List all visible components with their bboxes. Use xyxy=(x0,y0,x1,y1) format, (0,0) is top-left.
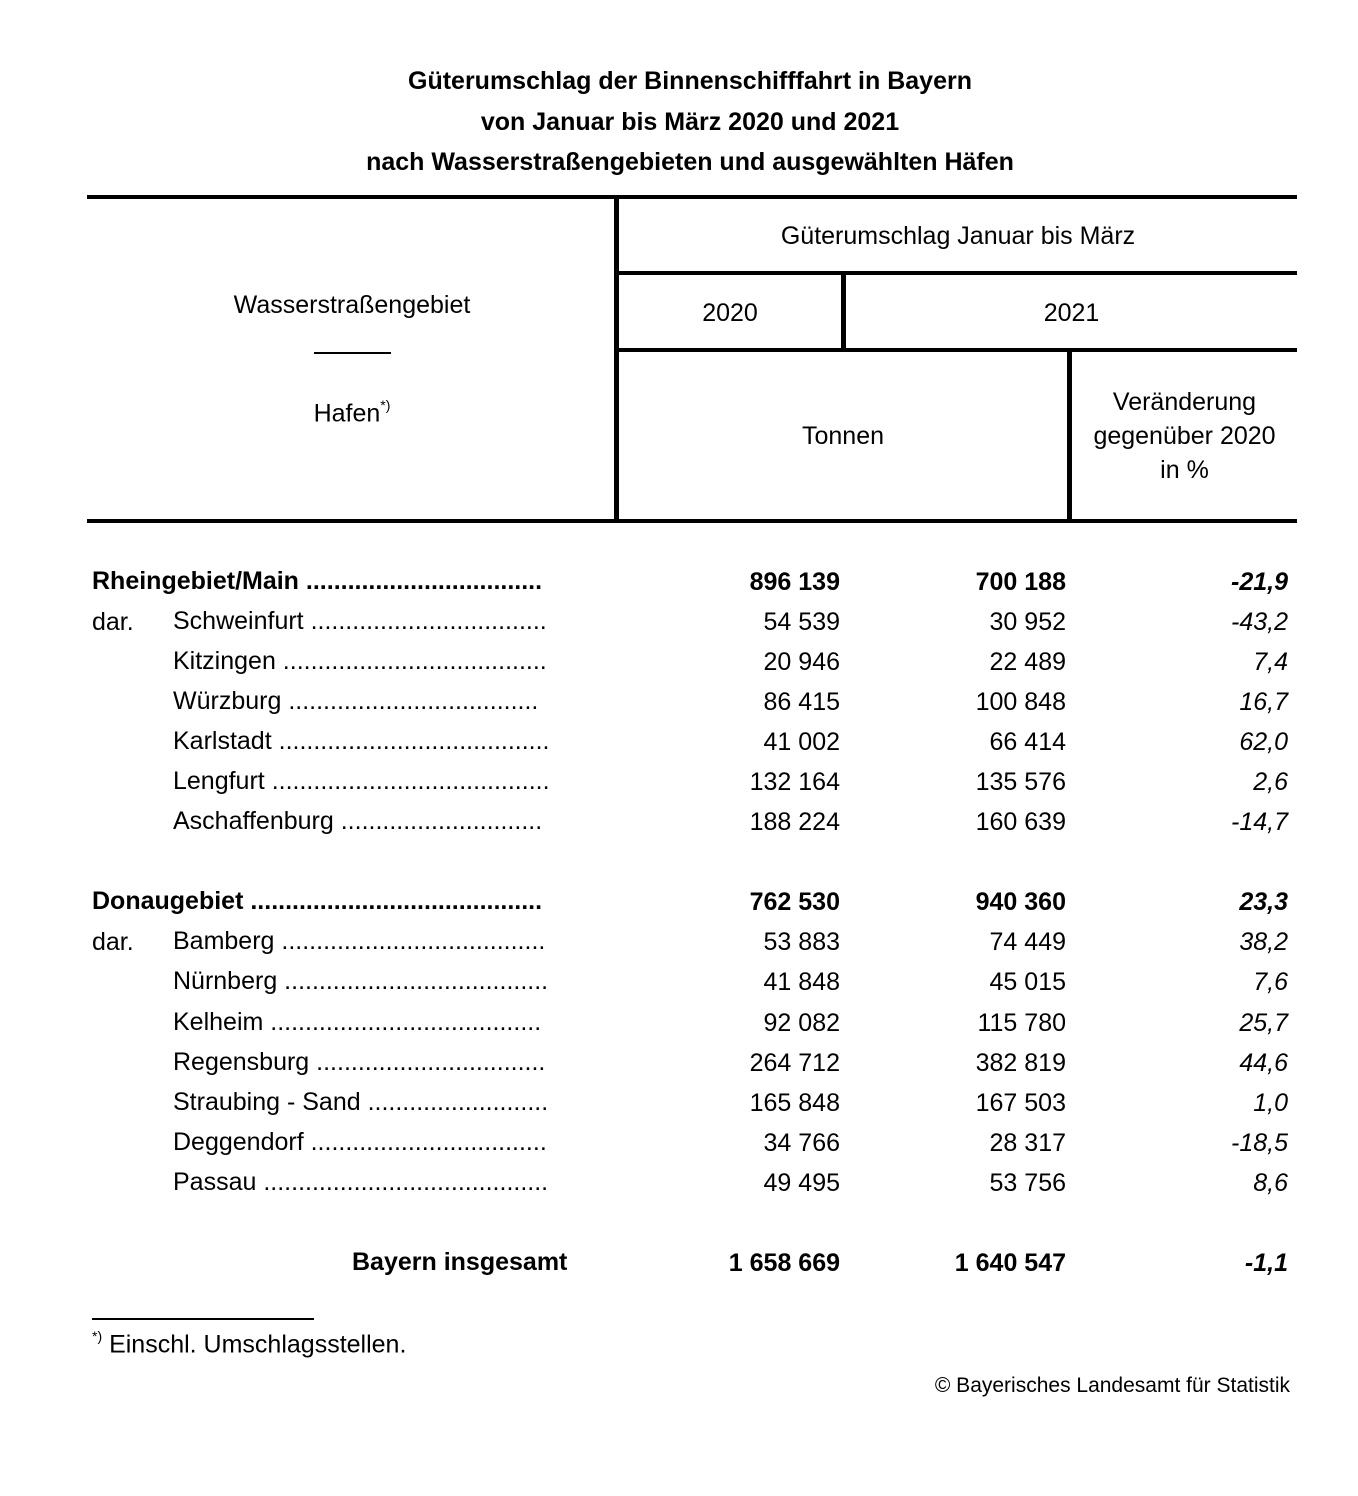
footnote xyxy=(92,1330,692,1359)
change-percent: -18,5 xyxy=(1231,1129,1288,1157)
leader-dots: ...................................... xyxy=(274,927,546,955)
port-label xyxy=(173,1128,593,1157)
row-name: Regensburg xyxy=(173,1048,310,1076)
port-label xyxy=(173,687,593,716)
header-group-label: Güterumschlag Januar bis März xyxy=(780,222,1136,250)
port-label xyxy=(173,967,593,996)
total-2021: 1 640 547 xyxy=(954,1249,1066,1277)
leader-dots: .......................... xyxy=(360,1088,549,1116)
value-2020: 41 002 xyxy=(763,728,840,756)
change-percent: 7,4 xyxy=(1253,648,1288,676)
leader-dots: ...................................... xyxy=(275,647,547,675)
header-year-2020: 2020 xyxy=(702,299,758,327)
value-2021: 135 576 xyxy=(975,768,1066,796)
value-2021: 28 317 xyxy=(989,1129,1066,1157)
value-2021: 940 360 xyxy=(975,888,1066,916)
change-percent: 38,2 xyxy=(1239,928,1288,956)
value-2020: 132 164 xyxy=(749,768,840,796)
leader-dots: .................................. xyxy=(303,607,547,635)
change-percent: 25,7 xyxy=(1239,1009,1288,1037)
table-header-bottom-rule xyxy=(87,519,1297,523)
change-percent: -43,2 xyxy=(1231,608,1288,636)
leader-dots: .................................... xyxy=(281,687,539,715)
header-change-line-1: Veränderung xyxy=(1112,388,1257,416)
row-name: Passau xyxy=(173,1168,257,1196)
row-name: Kitzingen xyxy=(173,647,276,675)
title-line-1: Güterumschlag der Binnenschifffahrt in Bayern xyxy=(408,67,972,95)
value-2021: 22 489 xyxy=(989,648,1066,676)
value-2020: 34 766 xyxy=(763,1129,840,1157)
leader-dots: ........................................ xyxy=(264,767,550,795)
row-name: Karlstadt xyxy=(173,727,272,755)
value-2020: 896 139 xyxy=(749,568,840,596)
value-2020: 92 082 xyxy=(763,1009,840,1037)
row-name: Aschaffenburg xyxy=(173,807,334,835)
header-year-2021: 2021 xyxy=(1043,299,1100,327)
value-2021: 100 848 xyxy=(975,688,1066,716)
change-percent: 8,6 xyxy=(1253,1169,1288,1197)
value-2020: 53 883 xyxy=(763,928,840,956)
header-port-label xyxy=(150,399,554,428)
value-2020: 762 530 xyxy=(749,888,840,916)
header-change-line-3: in % xyxy=(1160,456,1209,484)
value-2020: 20 946 xyxy=(763,648,840,676)
value-2021: 115 780 xyxy=(977,1009,1066,1037)
leader-dots: ................................. xyxy=(309,1048,546,1076)
row-name: Bamberg xyxy=(173,927,275,955)
port-label xyxy=(173,1048,593,1077)
region-label xyxy=(92,567,592,596)
value-2020: 54 539 xyxy=(763,608,840,636)
value-2020: 41 848 xyxy=(763,968,840,996)
port-label xyxy=(173,1168,593,1197)
value-2021: 45 015 xyxy=(989,968,1066,996)
header-rule-group xyxy=(619,271,1297,275)
row-name: Kelheim xyxy=(173,1008,264,1036)
value-2021: 700 188 xyxy=(975,568,1066,596)
change-percent: 1,0 xyxy=(1253,1089,1288,1117)
row-name: Lengfurt xyxy=(173,767,265,795)
value-2021: 74 449 xyxy=(989,928,1066,956)
footnote-text: Einschl. Umschlagsstellen. xyxy=(102,1330,407,1359)
header-unit-tonnen: Tonnen xyxy=(801,422,885,450)
value-2020: 264 712 xyxy=(749,1049,840,1077)
port-label xyxy=(173,927,593,956)
row-name: Deggendorf xyxy=(173,1128,304,1156)
title-line-2: von Januar bis März 2020 und 2021 xyxy=(480,108,900,136)
leader-dots: ............................. xyxy=(333,807,543,835)
port-label xyxy=(173,647,593,676)
total-label: Bayern insgesamt xyxy=(352,1248,568,1276)
copyright-notice: © Bayerisches Landesamt für Statistik xyxy=(934,1374,1290,1397)
port-label xyxy=(173,1088,593,1117)
value-2020: 165 848 xyxy=(749,1089,840,1117)
change-percent: 16,7 xyxy=(1239,688,1288,716)
value-2021: 382 819 xyxy=(975,1049,1066,1077)
table-top-rule xyxy=(87,195,1297,199)
total-change: -1,1 xyxy=(1244,1249,1288,1277)
value-2020: 188 224 xyxy=(749,808,840,836)
change-percent: 2,6 xyxy=(1253,768,1288,796)
port-label xyxy=(173,607,593,636)
header-port-footnote-mark: *) xyxy=(380,397,391,413)
port-label xyxy=(173,727,593,756)
port-label xyxy=(173,767,593,796)
footnote-mark: *) xyxy=(92,1330,103,1344)
leader-dots: .................................. xyxy=(303,1128,547,1156)
leader-dots: ....................................... xyxy=(263,1008,542,1036)
change-percent: -21,9 xyxy=(1231,568,1288,596)
port-label xyxy=(173,807,593,836)
row-name: Donaugebiet xyxy=(92,887,244,915)
change-percent: 23,3 xyxy=(1239,888,1288,916)
row-name: Schweinfurt xyxy=(173,607,304,635)
total-2020: 1 658 669 xyxy=(728,1249,840,1277)
header-label-separator xyxy=(314,352,391,354)
header-rule-years xyxy=(619,348,1297,352)
leader-dots: ......................................... xyxy=(256,1168,549,1196)
leader-dots: .......................................... xyxy=(243,887,543,915)
header-waterway-label: Wasserstraßengebiet xyxy=(233,291,471,319)
value-2021: 30 952 xyxy=(989,608,1066,636)
value-2021: 53 756 xyxy=(989,1169,1066,1197)
footnote-rule xyxy=(92,1318,314,1320)
dar-label: dar. xyxy=(92,928,134,956)
value-2021: 66 414 xyxy=(989,728,1066,756)
dar-label: dar. xyxy=(92,608,134,636)
title-line-3: nach Wasserstraßengebieten und ausgewählten Häfen xyxy=(366,148,1014,176)
region-label xyxy=(92,887,592,916)
value-2020: 86 415 xyxy=(763,688,840,716)
row-name: Rheingebiet/Main xyxy=(92,567,299,595)
value-2021: 160 639 xyxy=(975,808,1066,836)
header-port-text: Hafen xyxy=(313,399,381,428)
row-name: Nürnberg xyxy=(173,967,278,995)
port-label xyxy=(173,1008,593,1037)
change-percent: 62,0 xyxy=(1239,728,1288,756)
leader-dots: ....................................... xyxy=(271,727,550,755)
value-2020: 49 495 xyxy=(763,1169,840,1197)
change-percent: 7,6 xyxy=(1253,968,1288,996)
value-2021: 167 503 xyxy=(975,1089,1066,1117)
change-percent: -14,7 xyxy=(1231,808,1288,836)
change-percent: 44,6 xyxy=(1239,1049,1288,1077)
header-change-line-2: gegenüber 2020 xyxy=(1093,422,1276,450)
row-name: Würzburg xyxy=(173,687,282,715)
leader-dots: ...................................... xyxy=(277,967,549,995)
leader-dots: .................................. xyxy=(298,567,543,595)
row-name: Straubing - Sand xyxy=(173,1088,361,1116)
